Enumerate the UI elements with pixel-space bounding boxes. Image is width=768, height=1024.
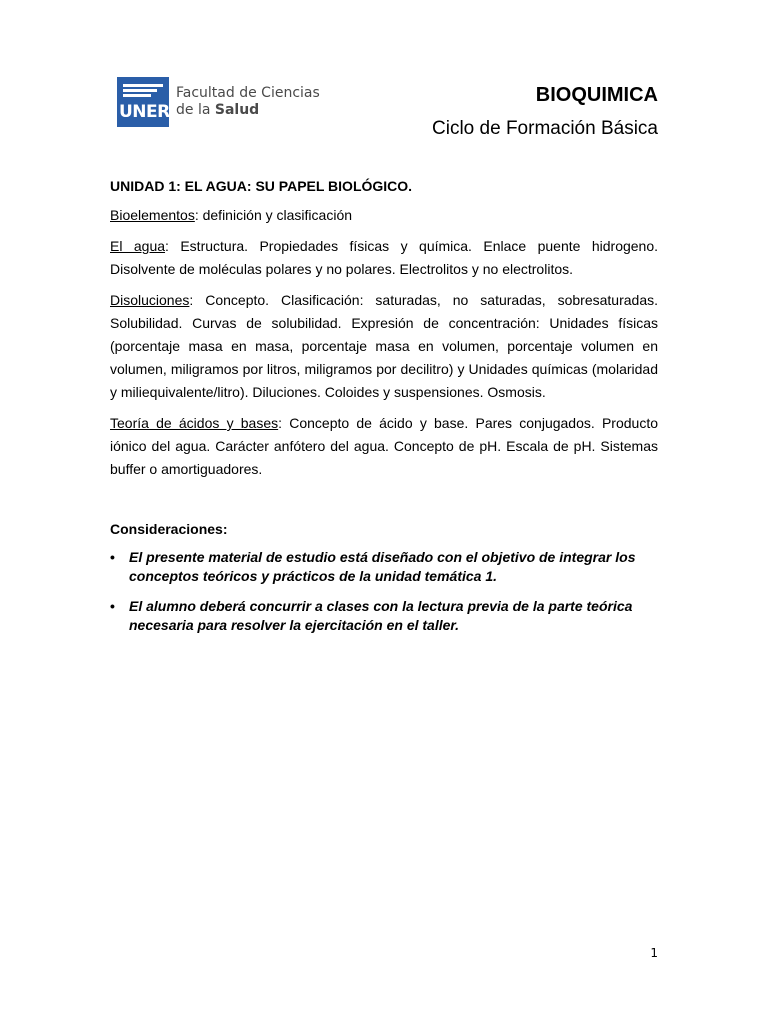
section-term: El agua <box>110 238 166 254</box>
logo-line-1: Facultad de Ciencias <box>176 85 320 101</box>
bullet-icon: • <box>110 549 115 565</box>
considerations-list <box>110 548 658 635</box>
list-item <box>110 597 658 635</box>
section-text: : Concepto. Clasificación: saturadas, no saturadas, sobresaturadas. Solubilidad. Curvas de solubilidad. Expresión de concentración: Unidades físicas (porcentaje masa en masa, porcentaje masa en volumen, porcentaje volumen en volumen, miligramos por litros, miligramos por decilitro) y Unidades químicas (molaridad y miliequivalente/litro). Diluciones. Coloides y suspensiones. Osmosis. <box>110 292 658 400</box>
section-term: Disoluciones <box>110 292 190 308</box>
list-item-text: El presente material de estudio está diseñado con el objetivo de integrar los conceptos teóricos y prácticos de la unidad temática 1. <box>129 549 636 584</box>
logo-line-2 <box>176 102 320 119</box>
list-item-text: El alumno deberá concurrir a clases con la lectura previa de la parte teórica necesaria para resolver la ejercitación en el taller. <box>129 598 633 633</box>
section-bioelementos <box>110 204 658 227</box>
logo-line-2-prefix: de la <box>176 102 215 118</box>
page-subtitle: Ciclo de Formación Básica <box>432 118 658 139</box>
section-text: : definición y clasificación <box>194 207 353 223</box>
section-term: Bioelementos <box>110 207 195 223</box>
logo-stripes <box>123 84 163 98</box>
section-el-agua <box>110 235 658 281</box>
section-disoluciones <box>110 289 658 404</box>
considerations-heading: Consideraciones: <box>110 521 228 537</box>
page-number: 1 <box>650 946 658 960</box>
faculty-logo <box>117 77 320 127</box>
logo-mark-text: UNER <box>119 102 170 122</box>
logo-line-2-bold: Salud <box>214 102 260 118</box>
logo-text <box>176 85 320 119</box>
document-body <box>110 175 658 646</box>
unit-heading: UNIDAD 1: EL AGUA: SU PAPEL BIOLÓGICO. <box>110 178 413 194</box>
section-text: : Estructura. Propiedades físicas y química. Enlace puente hidrogeno. Disolvente de moléculas polares y no polares. Electrolitos y no electrolitos. <box>110 238 659 277</box>
list-item <box>110 548 658 586</box>
uner-logo-mark <box>117 77 169 127</box>
page-title: BIOQUIMICA <box>535 84 658 106</box>
section-term: Teoría de ácidos y bases <box>110 415 279 431</box>
bullet-icon: • <box>110 598 115 614</box>
section-acidos-bases <box>110 412 658 481</box>
section-text: : Concepto de ácido y base. Pares conjugados. Producto iónico del agua. Carácter anfótero del agua. Concepto de pH. Escala de pH. Sistemas buffer o amortiguadores. <box>110 415 658 477</box>
